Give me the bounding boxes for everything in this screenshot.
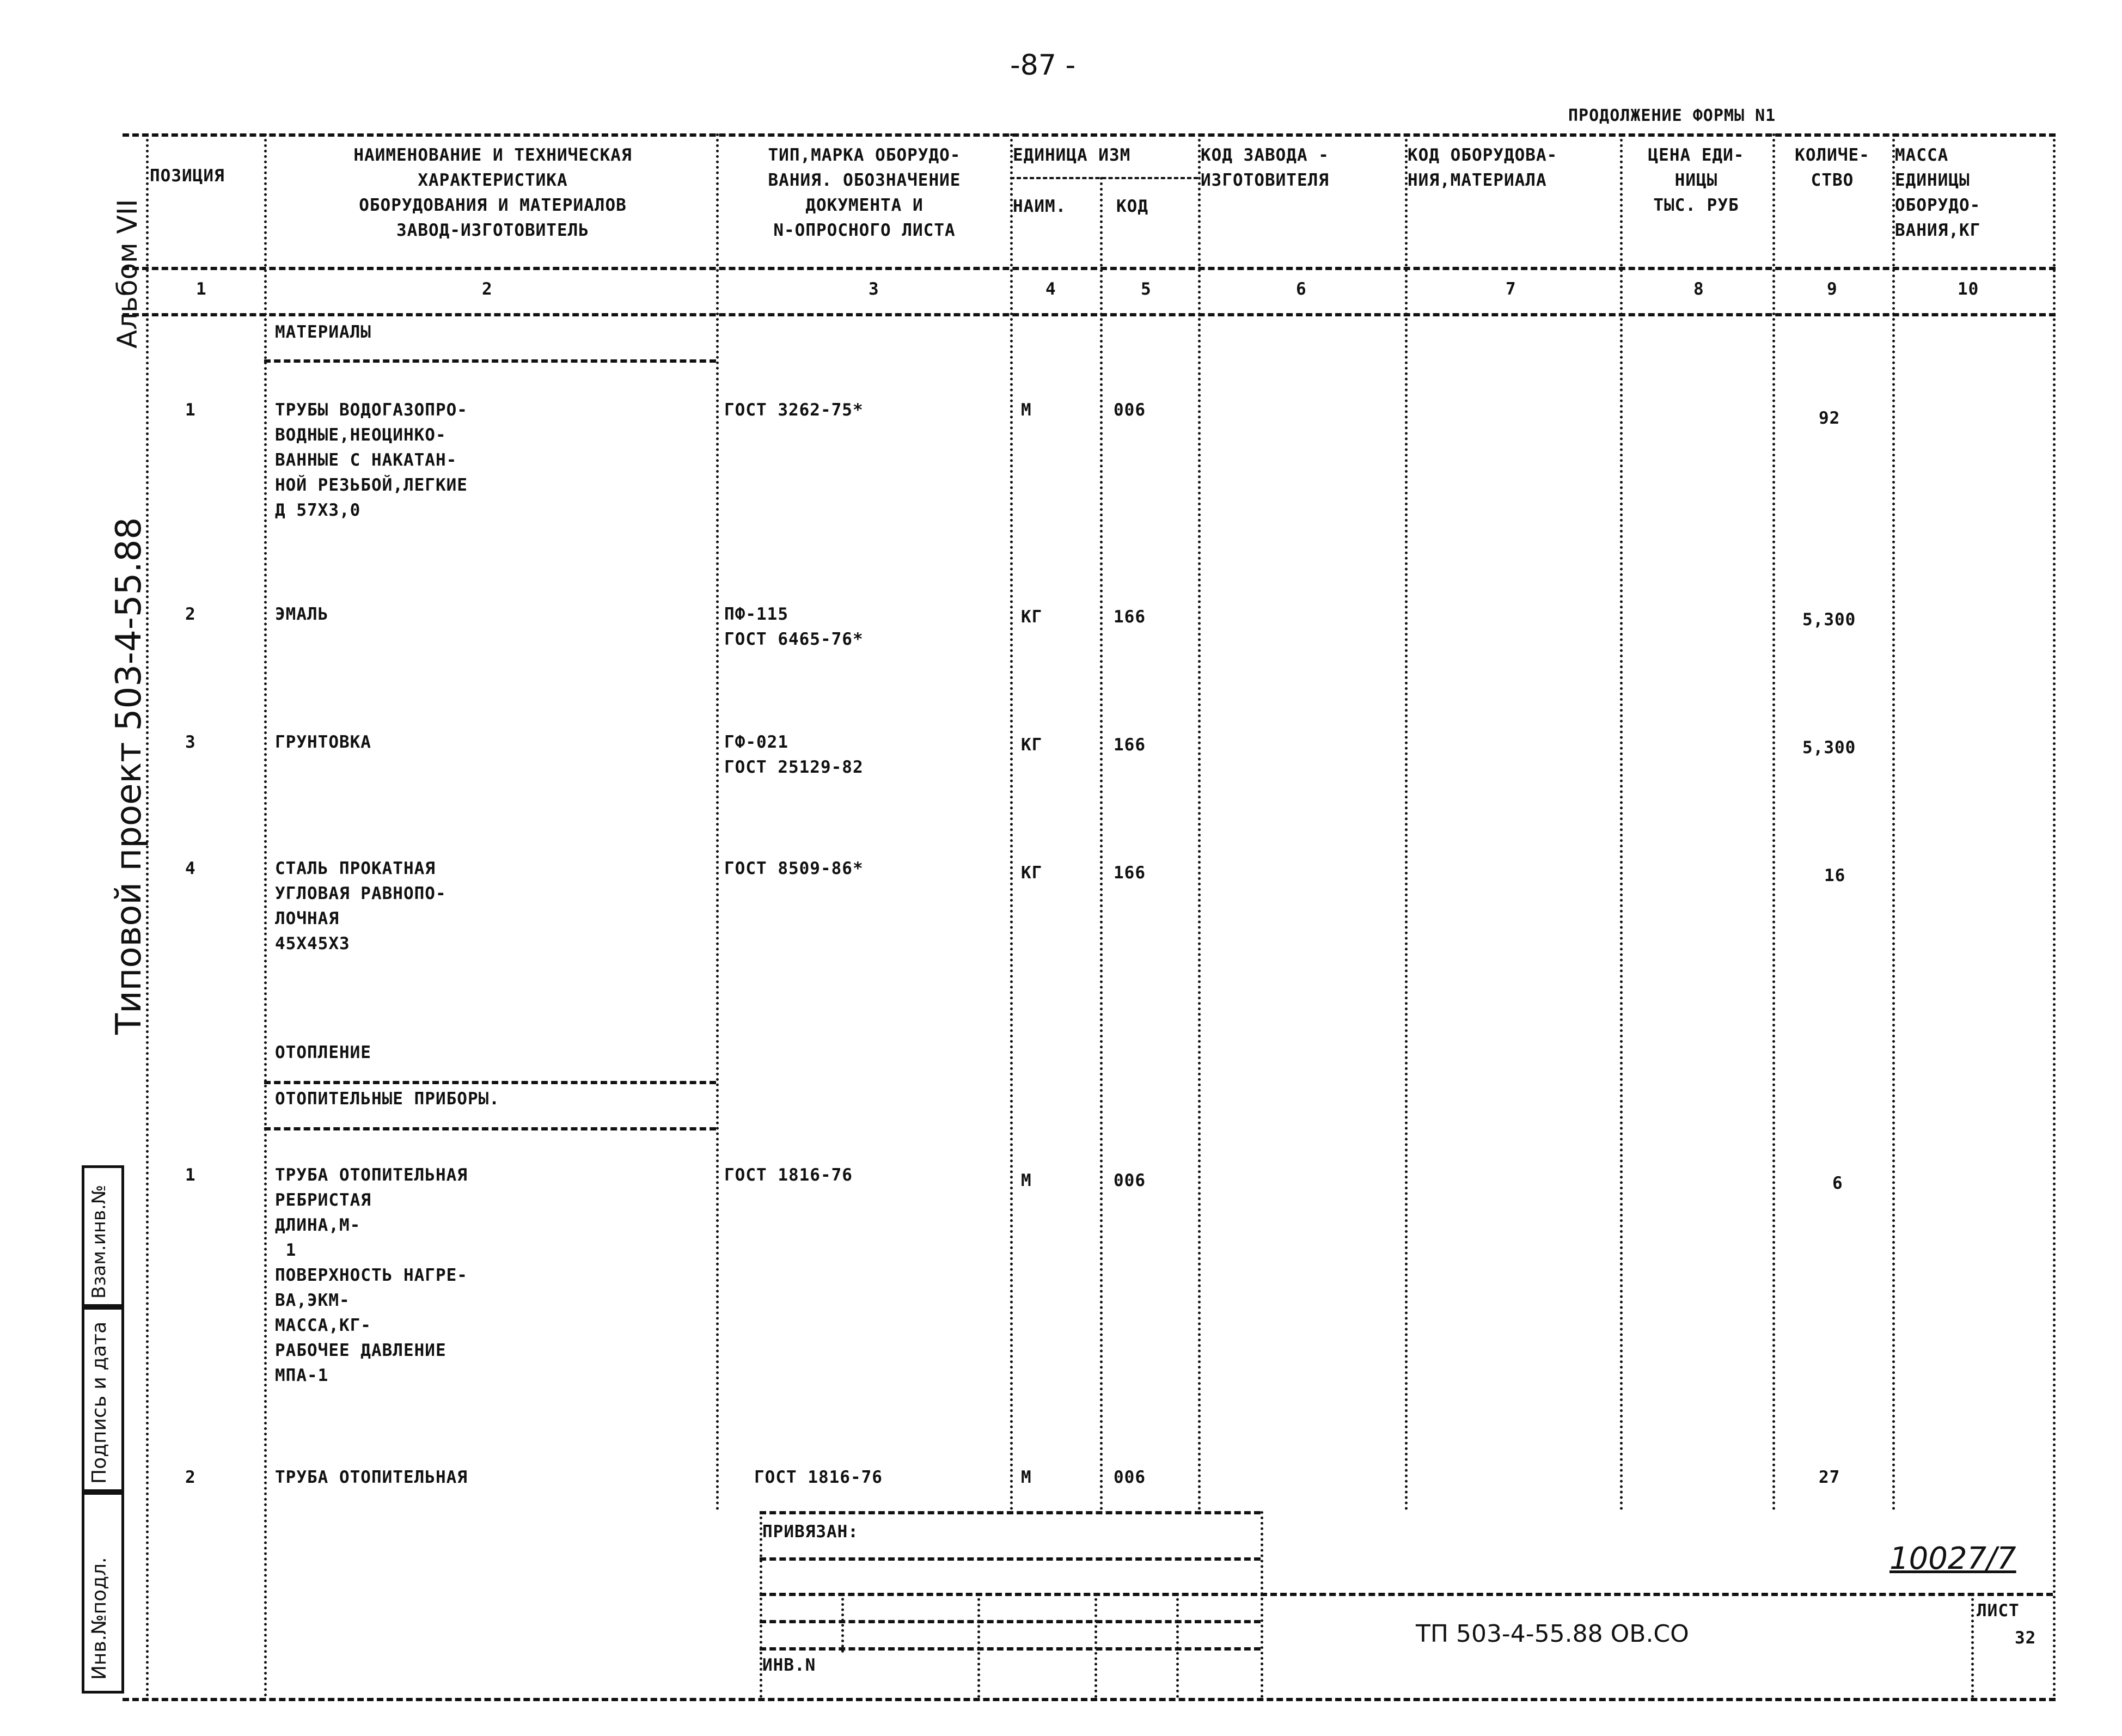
col-rule-right [2053, 133, 2056, 1698]
header-type: ТИП,МАРКА ОБОРУДО- ВАНИЯ. ОБОЗНАЧЕНИЕ ДОКУМЕНТА И N-ОПРОСНОГО ЛИСТА [768, 145, 961, 240]
table-row-type: ПФ-115 ГОСТ 6465-76* [724, 604, 864, 649]
table-row-qty: 16 [1824, 866, 1846, 885]
heating-underline [264, 1081, 716, 1084]
col-rule-4 [1100, 177, 1103, 1511]
col-rule-7 [1620, 133, 1623, 1511]
table-row-code: 166 [1114, 735, 1146, 755]
stamp-inv-podl: Инв.№подл. [88, 1557, 111, 1680]
table-row-name: ТРУБА ОТОПИТЕЛЬНАЯ РЕБРИСТАЯ ДЛИНА,М- 1 ПОВЕРХНОСТЬ НАГРЕ- ВА,ЭКМ- МАССА,КГ- РАБОЧЕЕ ДАВЛЕНИЕ МПА-1 [275, 1165, 468, 1385]
colnum-4: 4 [1045, 279, 1056, 299]
colnum-9: 9 [1827, 279, 1838, 299]
table-row-type: ГОСТ 8509-86* [724, 859, 864, 878]
table-row-name: ТРУБА ОТОПИТЕЛЬНАЯ [275, 1468, 468, 1487]
header-unit-name: НАИМ. [1013, 197, 1067, 216]
colnum-3: 3 [869, 279, 879, 299]
stamp-col-4 [1094, 1593, 1097, 1698]
col-rule-3 [1010, 133, 1013, 1511]
section-materials: МАТЕРИАЛЫ [275, 322, 371, 342]
table-row-name: ГРУНТОВКА [275, 732, 371, 752]
header-unit-code: КОД [1116, 197, 1148, 216]
col-rule-0 [146, 133, 149, 1698]
table-row-code: 006 [1114, 400, 1146, 420]
table-row-unit: М [1021, 1171, 1032, 1190]
stamp-rule-5 [760, 1647, 1261, 1651]
header-quantity: КОЛИЧЕ- СТВО [1795, 145, 1870, 190]
table-top-rule [123, 133, 2056, 137]
section-heating-devices: ОТОПИТЕЛЬНЫЕ ПРИБОРЫ. [275, 1089, 500, 1109]
header-price: ЦЕНА ЕДИ- НИЦЫ ТЫС. РУБ [1648, 145, 1745, 215]
stamp-col-3 [977, 1593, 980, 1698]
table-row-name: СТАЛЬ ПРОКАТНАЯ УГЛОВАЯ РАВНОПО- ЛОЧНАЯ 45Х45Х3 [275, 859, 447, 953]
table-row-unit: КГ [1021, 735, 1043, 755]
colnum-bottom-rule [123, 313, 2056, 316]
materials-underline [264, 359, 716, 363]
section-heating: ОТОПЛЕНИЕ [275, 1043, 371, 1062]
stamp-rule-4 [760, 1620, 1261, 1623]
table-row-code: 166 [1114, 863, 1146, 883]
unit-sub-rule [1010, 177, 1198, 179]
table-row-unit: М [1021, 1468, 1032, 1487]
stamp-sign-date: Подпись и дата [88, 1321, 111, 1484]
colnum-7: 7 [1506, 279, 1516, 299]
table-row-name: ТРУБЫ ВОДОГАЗОПРО- ВОДНЫЕ,НЕОЦИНКО- ВАННЫЕ С НАКАТАН- НОЙ РЕЗЬБОЙ,ЛЕГКИЕ Д 57Х3,0 [275, 400, 468, 520]
table-row-qty: 6 [1832, 1173, 1843, 1193]
table-bottom-rule [123, 1698, 2056, 1701]
header-equip-code: КОД ОБОРУДОВА- НИЯ,МАТЕРИАЛА [1408, 145, 1558, 190]
header-bottom-rule [123, 267, 2056, 270]
colnum-5: 5 [1141, 279, 1152, 299]
table-row-pos: 1 [185, 400, 196, 420]
colnum-1: 1 [196, 279, 207, 299]
col-rule-8 [1772, 133, 1775, 1511]
table-row-qty: 5,300 [1802, 610, 1856, 629]
table-row-qty: 92 [1819, 408, 1840, 428]
table-row-type: ГОСТ 1816-76 [754, 1468, 883, 1487]
album-label: Альбом VII [112, 199, 143, 349]
stamp-rule-3 [760, 1593, 2053, 1596]
continuation-label: ПРОДОЛЖЕНИЕ ФОРМЫ N1 [1568, 106, 1776, 125]
stamp-col-7 [1971, 1593, 1974, 1698]
stamp-col-6 [1261, 1511, 1263, 1698]
header-mass: МАССА ЕДИНИЦЫ ОБОРУДО- ВАНИЯ,КГ [1895, 145, 1981, 240]
header-unit: ЕДИНИЦА ИЗМ [1013, 145, 1131, 165]
table-row-unit: КГ [1021, 863, 1043, 883]
header-name: НАИМЕНОВАНИЕ И ТЕХНИЧЕСКАЯ ХАРАКТЕРИСТИКА ОБОРУДОВАНИЯ И МАТЕРИАЛОВ ЗАВОД-ИЗГОТОВИТЕЛЬ [353, 145, 632, 240]
doc-code: ТП 503-4-55.88 ОВ.СО [1416, 1620, 1689, 1648]
table-row-name: ЭМАЛЬ [275, 604, 329, 624]
colnum-2: 2 [482, 279, 493, 299]
col-rule-6 [1405, 133, 1408, 1511]
header-plant-code: КОД ЗАВОДА - ИЗГОТОВИТЕЛЯ [1201, 145, 1329, 190]
stamp-col-5 [1176, 1593, 1179, 1698]
stamp-inv: ИНВ.N [762, 1655, 816, 1675]
table-row-unit: КГ [1021, 607, 1043, 627]
table-row-unit: М [1021, 400, 1032, 420]
table-row-pos: 4 [185, 859, 196, 878]
table-row-qty: 5,300 [1802, 738, 1856, 757]
table-row-code: 166 [1114, 607, 1146, 627]
header-position: ПОЗИЦИЯ [150, 166, 225, 186]
table-row-code: 006 [1114, 1171, 1146, 1190]
project-label: Типовой проект 503-4-55.88 [109, 517, 149, 1035]
colnum-8: 8 [1693, 279, 1704, 299]
colnum-6: 6 [1296, 279, 1307, 299]
sheet-label: ЛИСТ [1977, 1601, 2020, 1621]
table-row-type: ГФ-021 ГОСТ 25129-82 [724, 732, 864, 777]
drawing-number: 10027/7 [1889, 1541, 2016, 1576]
stamp-col-2 [841, 1593, 844, 1653]
sheet-number: 32 [2015, 1628, 2037, 1648]
table-row-type: ГОСТ 3262-75* [724, 400, 864, 420]
stamp-attached: ПРИВЯЗАН: [762, 1522, 859, 1542]
col-rule-5 [1198, 133, 1201, 1511]
col-rule-2 [716, 133, 719, 1511]
stamp-top-rule [760, 1511, 1261, 1514]
table-row-qty: 27 [1819, 1468, 1840, 1487]
colnum-10: 10 [1958, 279, 1979, 299]
stamp-rule-2 [760, 1557, 1261, 1561]
stamp-vzam-inv: Взам.инв.№ [88, 1184, 110, 1299]
table-row-pos: 1 [185, 1165, 196, 1185]
page-number: -87 - [1010, 49, 1076, 82]
table-row-type: ГОСТ 1816-76 [724, 1165, 853, 1185]
table-row-pos: 2 [185, 604, 196, 624]
table-row-pos: 2 [185, 1468, 196, 1487]
devices-underline [264, 1127, 716, 1130]
table-row-pos: 3 [185, 732, 196, 752]
col-rule-1 [264, 133, 267, 1698]
col-rule-9 [1892, 133, 1895, 1511]
table-row-code: 006 [1114, 1468, 1146, 1487]
